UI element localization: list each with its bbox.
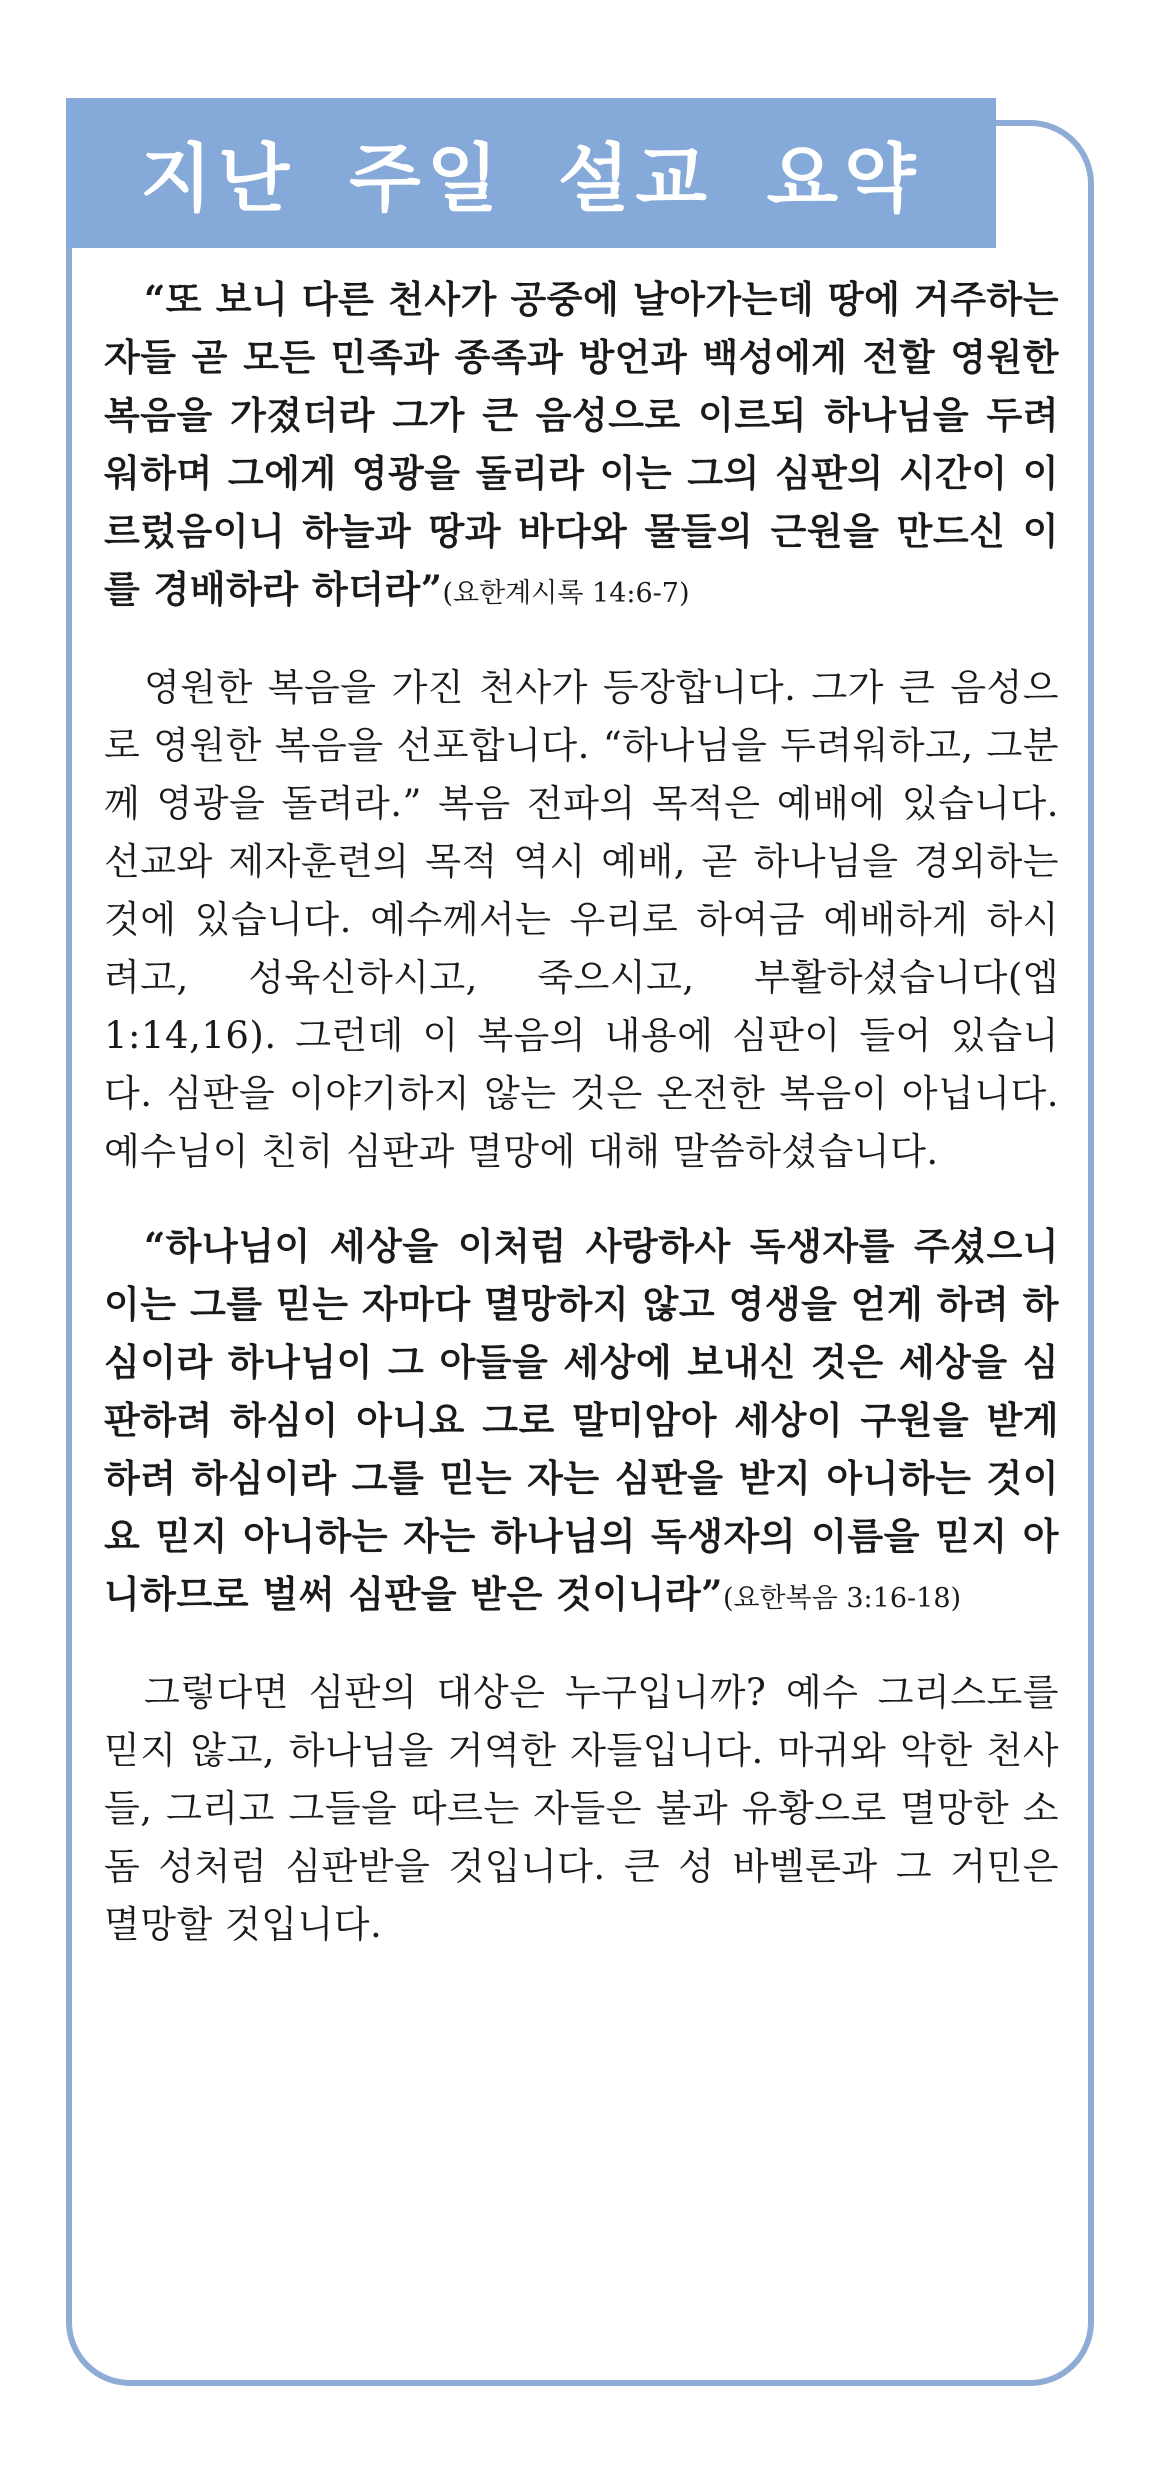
- body-paragraph-2: 그렇다면 심판의 대상은 누구입니까? 예수 그리스도를 믿지 않고, 하나님을 거역한 자들입니다. 마귀와 악한 천사들, 그리고 그들을 따르는 자들은 불과 유황으로 멸망한 소돔 성처럼 심판받을 것입니다. 큰 성 바벨론과 그 거민은 멸망할 것입니다.: [104, 1671, 1059, 1946]
- scripture-quote-2: [104, 1217, 1059, 1628]
- page-title: 지난 주일 설교 요약: [140, 136, 922, 222]
- body-paragraph-1: 영원한 복음을 가진 천사가 등장합니다. 그가 큰 음성으로 영원한 복음을 선포합니다. “하나님을 두려워하고, 그분께 영광을 돌려라.” 복음 전파의 목적은 예배에 있습니다. 선교와 제자훈련의 목적 역시 예배, 곧 하나님을 경외하는 것에 있습니다. 예수께서는 우리로 하여금 예배하게 하시려고, 성육신하시고, 죽으시고, 부활하셨습니다(엡1:14,16). 그런데 이 복음의 내용에 심판이 들어 있습니다. 심판을 이야기하지 않는 것은 온전한 복음이 아닙니다. 예수님이 친히 심판과 멸망에 대해 말씀하셨습니다.: [104, 666, 1059, 1173]
- scripture-reference: (요한복음 3:16-18): [722, 1583, 962, 1614]
- scripture-text: “하나님이 세상을 이처럼 사랑하사 독생자를 주셨으니 이는 그를 믿는 자마다 멸망하지 않고 영생을 얻게 하려 하심이라 하나님이 그 아들을 세상에 보내신 것은 세상을 심판하려 하심이 아니요 그로 말미암아 세상이 구원을 받게 하려 하심이라 그를 믿는 자는 심판을 받지 아니하는 것이요 믿지 아니하는 자는 하나님의 독생자의 이름을 믿지 아니하므로 벌써 심판을 받은 것이니라”: [104, 1224, 1059, 1616]
- scripture-reference: (요한계시록 14:6-7): [442, 578, 690, 609]
- sermon-content: [104, 270, 1059, 1954]
- scripture-text: “또 보니 다른 천사가 공중에 날아가는데 땅에 거주하는 자들 곧 모든 민족과 종족과 방언과 백성에게 전할 영원한 복음을 가졌더라 그가 큰 음성으로 이르되 하나님을 두려워하며 그에게 영광을 돌리라 이는 그의 심판의 시간이 이르렀음이니 하늘과 땅과 바다와 물들의 근원을 만드신 이를 경배하라 하더라”: [104, 277, 1059, 611]
- scripture-quote-1: [104, 270, 1059, 623]
- title-banner: [66, 98, 996, 248]
